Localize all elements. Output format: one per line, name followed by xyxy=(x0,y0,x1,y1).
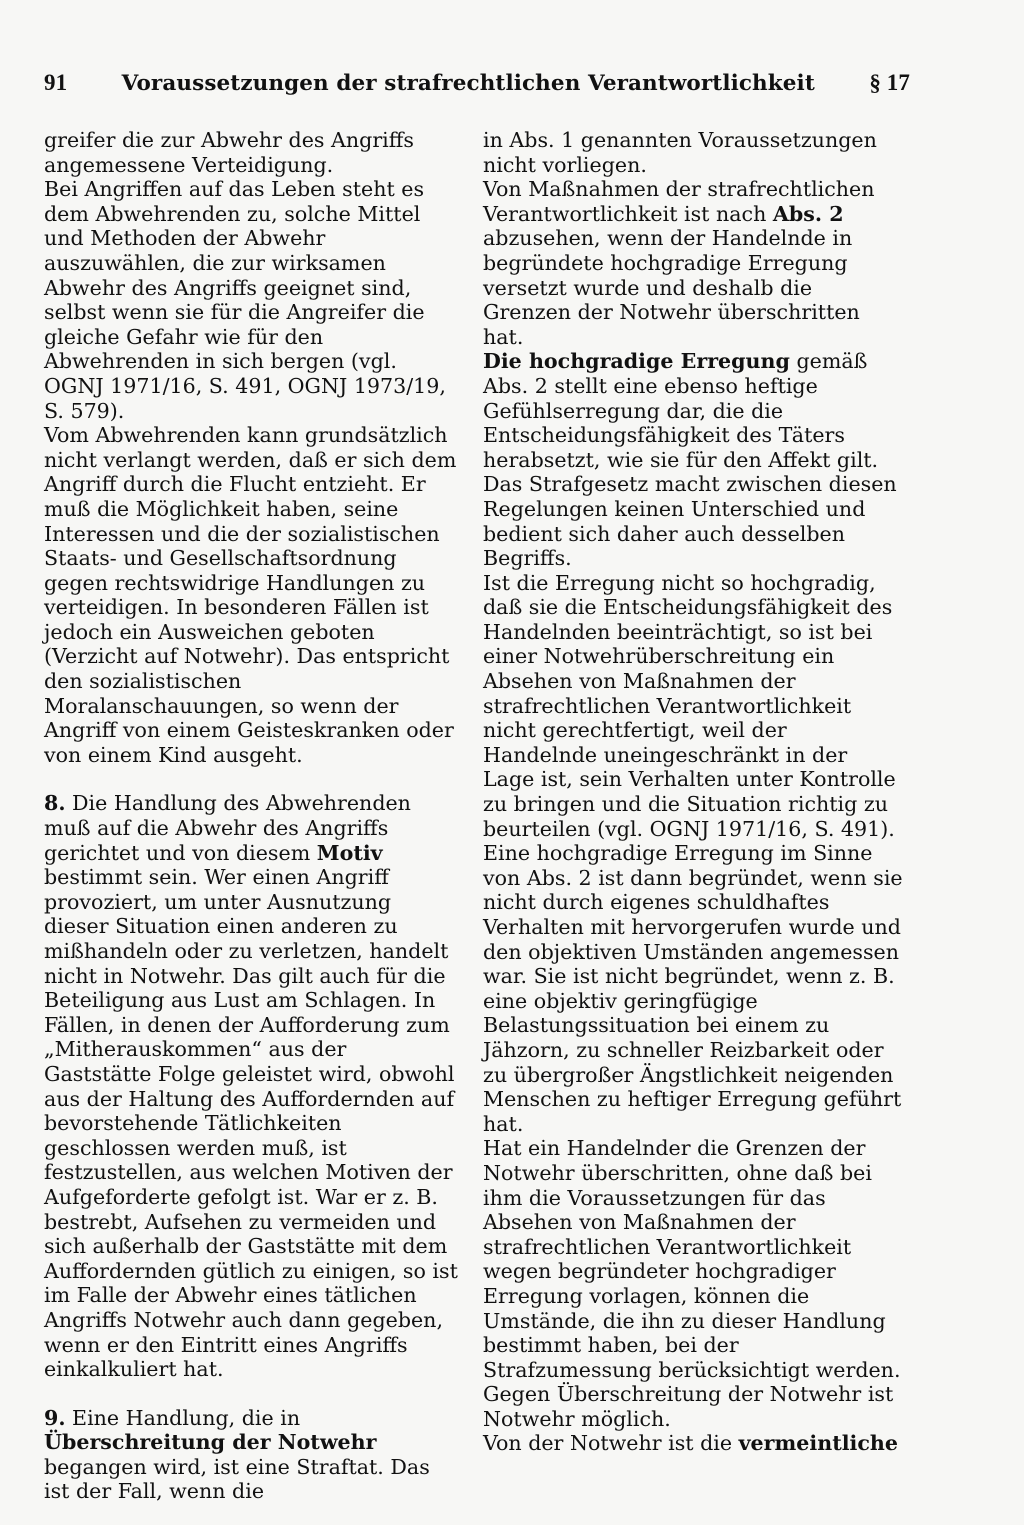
section-number: § 17 xyxy=(869,70,910,95)
bold-term: Motiv xyxy=(316,840,383,865)
numbered-paragraph-9: 9. Eine Handlung, die in Überschreitung der Notwehr begangen wird, ist eine Straftat. Das ist der Fall, wenn die xyxy=(44,1405,430,1504)
paragraph: Eine hochgradige Erregung im Sinne von Abs. 2 ist dann begründet, wenn sie nicht durch eigenes schuldhaftes Verhalten mit hervorgerufen wurde und den objektiven Umständen angemessen war. Sie ist nicht begründet, wenn z. B. eine objektiv geringfügige Belastungssituation bei einem zu Jähzorn, zu schneller Reizbarkeit oder zu übergroßer Ängstlichkeit neigenden Menschen zu heftiger Erregung geführt hat. xyxy=(483,841,903,1136)
paragraph: Die hochgradige Erregung gemäß Abs. 2 stellt eine ebenso heftige Gefühlserregung dar, die die Entscheidungsfähigkeit des Täters herabsetzt, wie sie für den Affekt gilt. Das Strafgesetz macht zwischen diesen Regelungen keinen Unterschied und bedient sich daher auch desselben Begriffs. xyxy=(483,349,897,571)
paragraph: Vom Abwehrenden kann grundsätzlich nicht verlangt werden, daß er sich dem Angriff durch die Flucht entzieht. Er muß die Möglichkeit haben, seine Interessen und die der sozialistischen Staats- und Gesellschaftsordnung gegen rechtswidrige Handlungen zu verteidigen. In besonderen Fällen ist jedoch ein Ausweichen geboten (Verzicht auf Notwehr). Das entspricht den sozialistischen Moralanschauungen, so wenn der Angriff von einem Geisteskranken oder von einem Kind ausgeht. xyxy=(44,423,457,767)
right-column xyxy=(483,128,903,1456)
paragraph: Von Maßnahmen der strafrechtlichen Verantwortlichkeit ist nach Abs. 2 abzusehen, wenn der Handelnde in begründete hochgradige Erregung versetzt wurde und deshalb die Grenzen der Notwehr überschritten hat. xyxy=(483,177,875,349)
page-number: 91 xyxy=(44,70,68,95)
left-column xyxy=(44,128,458,1504)
page-header xyxy=(44,70,910,96)
paragraph-number: 8. xyxy=(44,791,66,816)
paragraph: Gegen Überschreitung der Notwehr ist Notwehr möglich. xyxy=(483,1382,894,1431)
bold-term: vermeintliche xyxy=(738,1431,898,1456)
bold-term: Überschreitung der Notwehr xyxy=(44,1430,377,1455)
paragraph: in Abs. 1 genannten Voraussetzungen nicht vorliegen. xyxy=(483,128,877,177)
numbered-paragraph-8: 8. Die Handlung des Abwehrenden muß auf die Abwehr des Angriffs gerichtet und von diesem Motiv bestimmt sein. Wer einen Angriff provoziert, um unter Ausnutzung dieser Situation einen anderen zu mißhandeln oder zu verletzen, handelt nicht in Notwehr. Das gilt auch für die Beteiligung aus Lust am Schlagen. In Fällen, in denen der Aufforderung zum „Mitherauskommen“ aus der Gaststätte Folge geleistet wird, obwohl aus der Haltung des Auffordernden auf bevorstehende Tätlichkeiten geschlossen werden muß, ist festzustellen, aus welchen Motiven der Aufgeforderte gefolgt ist. War er z. B. bestrebt, Aufsehen zu vermeiden und sich außerhalb der Gaststätte mit dem Auffordernden gütlich zu einigen, so ist im Falle der Abwehr eines tätlichen Angriffs Notwehr auch dann gegeben, wenn er den Eintritt eines Angriffs einkalkuliert hat. xyxy=(44,791,458,1382)
paragraph: Ist die Erregung nicht so hochgradig, daß sie die Entscheidungsfähigkeit des Handelnden beeinträchtigt, so ist bei einer Notwehrüberschreitung ein Absehen von Maßnahmen der strafrechtlichen Verantwortlichkeit nicht gerechtfertigt, weil der Handelnde uneingeschränkt in der Lage ist, sein Verhalten unter Kontrolle zu bringen und die Situation richtig zu beurteilen (vgl. OGNJ 1971/16, S. 491). xyxy=(483,570,896,841)
paragraph: greifer die zur Abwehr des Angriffs angemessene Verteidigung. xyxy=(44,128,414,177)
running-title: Voraussetzungen der strafrechtlichen Verantwortlichkeit xyxy=(121,71,815,96)
paragraph-number: 9. xyxy=(44,1405,66,1430)
paragraph: Von der Notwehr ist die vermeintliche xyxy=(483,1431,898,1456)
paragraph: Bei Angriffen auf das Leben steht es dem Abwehrenden zu, solche Mittel und Methoden der Abwehr auszuwählen, die zur wirksamen Abwehr des Angriffs geeignet sind, selbst wenn sie für die Angreifer die gleiche Gefahr wie für den Abwehrenden in sich bergen (vgl. OGNJ 1971/16, S. 491, OGNJ 1973/19, S. 579). xyxy=(44,177,446,423)
paragraph: Hat ein Handelnder die Grenzen der Notwehr überschritten, ohne daß bei ihm die Voraussetzungen für das Absehen von Maßnahmen der strafrechtlichen Verantwortlichkeit wegen begründeter hochgradiger Erregung vorlagen, können die Umstände, die ihn zu dieser Handlung bestimmt haben, bei der Strafzumessung berücksichtigt werden. xyxy=(483,1136,901,1382)
bold-term: Abs. 2 xyxy=(772,201,844,226)
bold-term: Die hochgradige Erregung xyxy=(483,349,790,374)
